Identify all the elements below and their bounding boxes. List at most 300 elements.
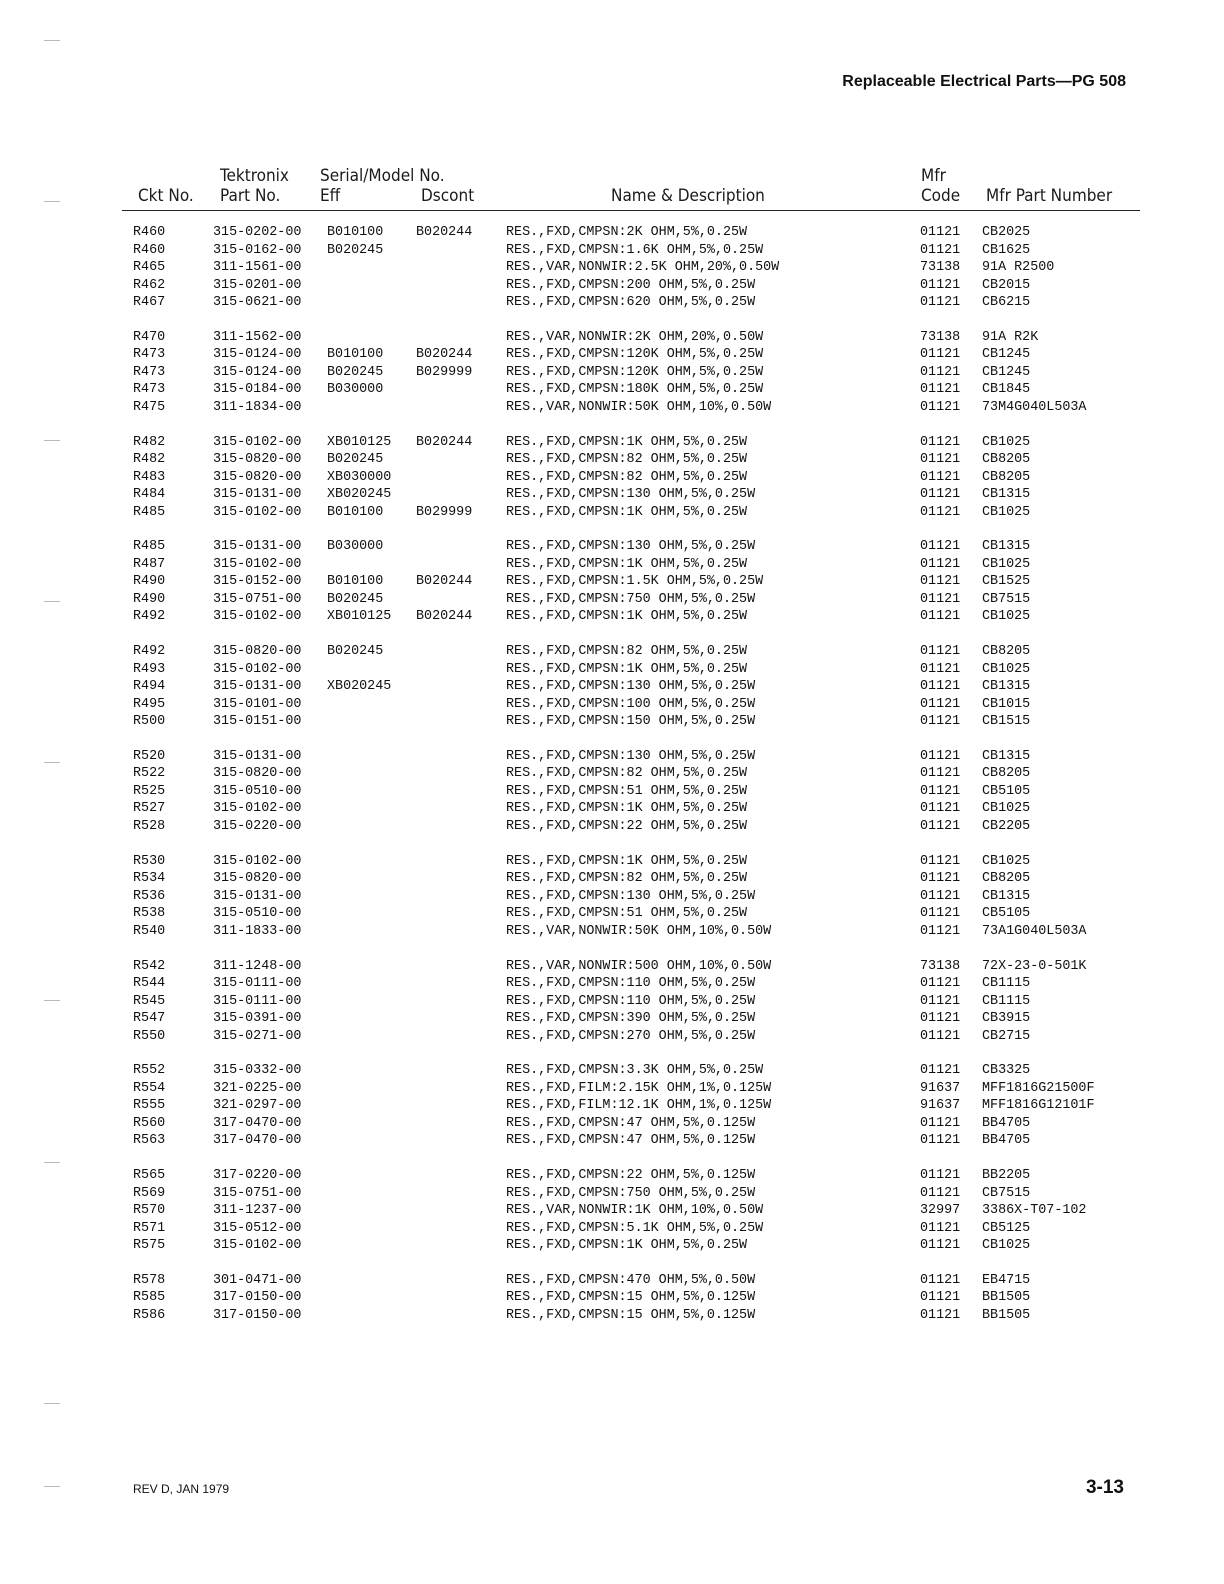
description: RES.,FXD,CMPSN:1.6K OHM,5%,0.25W xyxy=(506,242,764,258)
mfr-code: 01121 xyxy=(920,1133,961,1149)
part-no: 315-0102-00 xyxy=(213,853,302,869)
description: RES.,FXD,FILM:2.15K OHM,1%,0.125W xyxy=(506,1080,772,1096)
eff-serial: B020245 xyxy=(327,452,384,468)
mfr-part-number: CB1025 xyxy=(982,853,1031,869)
part-no: 315-0102-00 xyxy=(213,801,302,817)
table-row xyxy=(0,1203,1224,1221)
mfr-code: 01121 xyxy=(920,1063,961,1079)
mfr-part-number: CB2015 xyxy=(982,277,1031,293)
ckt-no: R542 xyxy=(133,958,166,974)
part-no: 315-0131-00 xyxy=(213,487,302,503)
mfr-part-number: CB8205 xyxy=(982,469,1031,485)
description: RES.,FXD,CMPSN:51 OHM,5%,0.25W xyxy=(506,906,748,922)
table-row xyxy=(0,1273,1224,1291)
table-row xyxy=(0,854,1224,872)
part-no: 315-0751-00 xyxy=(213,1185,302,1201)
mfr-part-number: 73M4G040L503A xyxy=(982,399,1087,415)
ckt-no: R473 xyxy=(133,382,166,398)
page-header: Replaceable Electrical Parts—PG 508 xyxy=(842,73,1126,90)
part-no: 315-0202-00 xyxy=(213,225,302,240)
part-no: 315-0111-00 xyxy=(213,993,302,1009)
ckt-no: R575 xyxy=(133,1238,166,1254)
mfr-code: 01121 xyxy=(920,871,961,887)
mfr-code: 01121 xyxy=(920,399,961,415)
table-row xyxy=(0,662,1224,680)
ckt-no: R586 xyxy=(133,1307,166,1323)
mfr-part-number: CB8205 xyxy=(982,766,1031,782)
mfr-part-number: CB1115 xyxy=(982,976,1031,992)
mfr-code: 01121 xyxy=(920,469,961,485)
header-rule xyxy=(122,210,1140,211)
mfr-part-number: 3386X-T07-102 xyxy=(982,1203,1087,1219)
mfr-part-number: CB8205 xyxy=(982,644,1031,660)
ckt-no: R475 xyxy=(133,399,166,415)
eff-serial: B020245 xyxy=(327,644,384,660)
part-group xyxy=(0,749,1224,837)
mfr-part-number: CB5105 xyxy=(982,906,1031,922)
part-no: 315-0820-00 xyxy=(213,766,302,782)
part-no: 315-0332-00 xyxy=(213,1063,302,1079)
description: RES.,FXD,CMPSN:2K OHM,5%,0.25W xyxy=(506,225,748,240)
mfr-code: 01121 xyxy=(920,504,961,520)
part-group xyxy=(0,539,1224,627)
mfr-code: 01121 xyxy=(920,539,961,555)
mfr-code: 01121 xyxy=(920,801,961,817)
description: RES.,FXD,CMPSN:100 OHM,5%,0.25W xyxy=(506,696,756,712)
mfr-part-number: CB1115 xyxy=(982,993,1031,1009)
mfr-part-number: CB1025 xyxy=(982,504,1031,520)
description: RES.,FXD,CMPSN:390 OHM,5%,0.25W xyxy=(506,1011,756,1027)
description: RES.,FXD,CMPSN:750 OHM,5%,0.25W xyxy=(506,1185,756,1201)
description: RES.,FXD,CMPSN:470 OHM,5%,0.50W xyxy=(506,1272,756,1288)
col-ckt-no: Ckt No. xyxy=(138,186,194,206)
description: RES.,FXD,CMPSN:1K OHM,5%,0.25W xyxy=(506,504,748,520)
part-no: 315-0102-00 xyxy=(213,504,302,520)
ckt-no: R560 xyxy=(133,1115,166,1131)
part-no: 315-0151-00 xyxy=(213,714,302,730)
table-row xyxy=(0,1116,1224,1134)
description: RES.,FXD,FILM:12.1K OHM,1%,0.125W xyxy=(506,1098,772,1114)
ckt-no: R555 xyxy=(133,1098,166,1114)
mfr-code: 01121 xyxy=(920,487,961,503)
margin-mark xyxy=(44,40,60,41)
table-row xyxy=(0,889,1224,907)
part-no: 317-0150-00 xyxy=(213,1290,302,1306)
table-row xyxy=(0,697,1224,715)
mfr-part-number: CB2205 xyxy=(982,818,1031,834)
dscont-serial: B020244 xyxy=(416,609,473,625)
eff-serial: B020245 xyxy=(327,242,384,258)
table-row xyxy=(0,959,1224,977)
col-name-description: Name & Description xyxy=(611,186,765,206)
mfr-part-number: CB5105 xyxy=(982,783,1031,799)
dscont-serial: B029999 xyxy=(416,364,473,380)
part-no: 315-0271-00 xyxy=(213,1028,302,1044)
description: RES.,FXD,CMPSN:1K OHM,5%,0.25W xyxy=(506,1238,748,1254)
table-row xyxy=(0,574,1224,592)
mfr-code: 01121 xyxy=(920,1028,961,1044)
margin-mark xyxy=(44,601,60,602)
table-row xyxy=(0,260,1224,278)
mfr-code: 01121 xyxy=(920,382,961,398)
mfr-code: 01121 xyxy=(920,1290,961,1306)
ckt-no: R473 xyxy=(133,364,166,380)
eff-serial: B020245 xyxy=(327,364,384,380)
description: RES.,FXD,CMPSN:47 OHM,5%,0.125W xyxy=(506,1133,756,1149)
mfr-code: 01121 xyxy=(920,1238,961,1254)
description: RES.,FXD,CMPSN:1K OHM,5%,0.25W xyxy=(506,661,748,677)
part-no: 315-0102-00 xyxy=(213,556,302,572)
table-row xyxy=(0,225,1224,243)
part-no: 315-0391-00 xyxy=(213,1011,302,1027)
part-no: 311-1561-00 xyxy=(213,260,302,275)
dscont-serial: B020244 xyxy=(416,225,473,240)
part-no: 301-0471-00 xyxy=(213,1272,302,1288)
col-serial-model: Serial/Model No. xyxy=(320,166,445,186)
mfr-code: 91637 xyxy=(920,1080,961,1096)
part-no: 315-0820-00 xyxy=(213,871,302,887)
mfr-code: 01121 xyxy=(920,1272,961,1288)
margin-mark xyxy=(44,762,60,763)
margin-mark xyxy=(44,1000,60,1001)
table-row xyxy=(0,749,1224,767)
mfr-part-number: MFF1816G12101F xyxy=(982,1098,1095,1114)
mfr-code: 01121 xyxy=(920,1185,961,1201)
mfr-part-number: CB1845 xyxy=(982,382,1031,398)
description: RES.,FXD,CMPSN:1K OHM,5%,0.25W xyxy=(506,556,748,572)
part-no: 315-0820-00 xyxy=(213,469,302,485)
mfr-code: 01121 xyxy=(920,853,961,869)
mfr-part-number: CB1315 xyxy=(982,679,1031,695)
table-row xyxy=(0,470,1224,488)
table-row xyxy=(0,1011,1224,1029)
part-no: 315-0131-00 xyxy=(213,748,302,764)
mfr-code: 01121 xyxy=(920,609,961,625)
part-no: 315-0102-00 xyxy=(213,434,302,450)
description: RES.,FXD,CMPSN:120K OHM,5%,0.25W xyxy=(506,347,764,363)
ckt-no: R570 xyxy=(133,1203,166,1219)
ckt-no: R527 xyxy=(133,801,166,817)
mfr-part-number: BB1505 xyxy=(982,1307,1031,1323)
part-no: 315-0102-00 xyxy=(213,1238,302,1254)
ckt-no: R487 xyxy=(133,556,166,572)
mfr-code: 01121 xyxy=(920,696,961,712)
table-row xyxy=(0,1063,1224,1081)
part-group xyxy=(0,225,1224,313)
ckt-no: R520 xyxy=(133,748,166,764)
mfr-part-number: CB6215 xyxy=(982,295,1031,310)
mfr-code: 32997 xyxy=(920,1203,961,1219)
ckt-no: R492 xyxy=(133,609,166,625)
ckt-no: R483 xyxy=(133,469,166,485)
part-no: 315-0102-00 xyxy=(213,609,302,625)
part-group xyxy=(0,330,1224,418)
part-no: 315-0131-00 xyxy=(213,679,302,695)
table-row xyxy=(0,1098,1224,1116)
mfr-part-number: CB1025 xyxy=(982,609,1031,625)
table-row xyxy=(0,1081,1224,1099)
col-tektronix: Tektronix xyxy=(220,166,289,186)
ckt-no: R462 xyxy=(133,277,166,293)
description: RES.,FXD,CMPSN:1K OHM,5%,0.25W xyxy=(506,609,748,625)
table-row xyxy=(0,382,1224,400)
eff-serial: B010100 xyxy=(327,225,384,240)
ckt-no: R538 xyxy=(133,906,166,922)
margin-mark xyxy=(44,1403,60,1404)
mfr-part-number: CB5125 xyxy=(982,1220,1031,1236)
description: RES.,FXD,CMPSN:82 OHM,5%,0.25W xyxy=(506,766,748,782)
mfr-code: 01121 xyxy=(920,923,961,939)
mfr-code: 01121 xyxy=(920,888,961,904)
col-mfr-part-number: Mfr Part Number xyxy=(986,186,1113,206)
description: RES.,FXD,CMPSN:270 OHM,5%,0.25W xyxy=(506,1028,756,1044)
col-code: Code xyxy=(921,186,961,206)
table-row xyxy=(0,609,1224,627)
dscont-serial: B020244 xyxy=(416,434,473,450)
mfr-part-number: CB8205 xyxy=(982,871,1031,887)
eff-serial: B030000 xyxy=(327,382,384,398)
eff-serial: B010100 xyxy=(327,574,384,590)
mfr-part-number: MFF1816G21500F xyxy=(982,1080,1095,1096)
dscont-serial: B020244 xyxy=(416,347,473,363)
part-no: 315-0751-00 xyxy=(213,591,302,607)
mfr-code: 01121 xyxy=(920,1115,961,1131)
description: RES.,FXD,CMPSN:110 OHM,5%,0.25W xyxy=(506,993,756,1009)
part-no: 311-1248-00 xyxy=(213,958,302,974)
col-dscont: Dscont xyxy=(421,186,475,206)
part-no: 317-0470-00 xyxy=(213,1115,302,1131)
description: RES.,FXD,CMPSN:130 OHM,5%,0.25W xyxy=(506,748,756,764)
mfr-part-number: CB1315 xyxy=(982,487,1031,503)
part-group xyxy=(0,959,1224,1047)
table-row xyxy=(0,487,1224,505)
mfr-code: 01121 xyxy=(920,679,961,695)
part-no: 315-0102-00 xyxy=(213,661,302,677)
mfr-part-number: CB3915 xyxy=(982,1011,1031,1027)
table-row xyxy=(0,976,1224,994)
table-row xyxy=(0,784,1224,802)
description: RES.,FXD,CMPSN:5.1K OHM,5%,0.25W xyxy=(506,1220,764,1236)
description: RES.,FXD,CMPSN:620 OHM,5%,0.25W xyxy=(506,295,756,310)
description: RES.,FXD,CMPSN:15 OHM,5%,0.125W xyxy=(506,1290,756,1306)
mfr-part-number: CB2715 xyxy=(982,1028,1031,1044)
ckt-no: R500 xyxy=(133,714,166,730)
description: RES.,FXD,CMPSN:1.5K OHM,5%,0.25W xyxy=(506,574,764,590)
part-group xyxy=(0,644,1224,732)
table-row xyxy=(0,539,1224,557)
margin-mark xyxy=(44,440,60,441)
mfr-part-number: BB2205 xyxy=(982,1168,1031,1184)
ckt-no: R460 xyxy=(133,242,166,258)
description: RES.,FXD,CMPSN:82 OHM,5%,0.25W xyxy=(506,871,748,887)
mfr-part-number: CB1245 xyxy=(982,364,1031,380)
part-group xyxy=(0,1168,1224,1256)
table-row xyxy=(0,330,1224,348)
part-group xyxy=(0,435,1224,523)
margin-mark xyxy=(44,1162,60,1163)
mfr-part-number: CB3325 xyxy=(982,1063,1031,1079)
description: RES.,FXD,CMPSN:200 OHM,5%,0.25W xyxy=(506,277,756,293)
mfr-code: 73138 xyxy=(920,958,961,974)
eff-serial: B030000 xyxy=(327,539,384,555)
table-row xyxy=(0,592,1224,610)
revision-footer: REV D, JAN 1979 xyxy=(133,1482,230,1496)
table-row xyxy=(0,714,1224,732)
description: RES.,VAR,NONWIR:2.5K OHM,20%,0.50W xyxy=(506,260,780,275)
description: RES.,FXD,CMPSN:150 OHM,5%,0.25W xyxy=(506,714,756,730)
mfr-code: 01121 xyxy=(920,347,961,363)
part-group xyxy=(0,1063,1224,1151)
description: RES.,FXD,CMPSN:15 OHM,5%,0.125W xyxy=(506,1307,756,1323)
eff-serial: B010100 xyxy=(327,504,384,520)
eff-serial: XB020245 xyxy=(327,487,392,503)
mfr-code: 01121 xyxy=(920,783,961,799)
mfr-part-number: BB4705 xyxy=(982,1133,1031,1149)
table-row xyxy=(0,766,1224,784)
description: RES.,VAR,NONWIR:500 OHM,10%,0.50W xyxy=(506,958,772,974)
table-row xyxy=(0,1238,1224,1256)
description: RES.,VAR,NONWIR:50K OHM,10%,0.50W xyxy=(506,399,772,415)
col-mfr: Mfr xyxy=(921,166,946,186)
eff-serial: XB010125 xyxy=(327,609,392,625)
table-row xyxy=(0,278,1224,296)
mfr-part-number: CB1025 xyxy=(982,434,1031,450)
eff-serial: XB030000 xyxy=(327,469,392,485)
part-no: 315-0820-00 xyxy=(213,452,302,468)
mfr-code: 01121 xyxy=(920,714,961,730)
part-no: 315-0220-00 xyxy=(213,818,302,834)
description: RES.,FXD,CMPSN:3.3K OHM,5%,0.25W xyxy=(506,1063,764,1079)
part-no: 315-0820-00 xyxy=(213,644,302,660)
ckt-no: R565 xyxy=(133,1168,166,1184)
parts-table xyxy=(0,225,1224,1343)
part-no: 315-0101-00 xyxy=(213,696,302,712)
description: RES.,FXD,CMPSN:22 OHM,5%,0.125W xyxy=(506,1168,756,1184)
description: RES.,FXD,CMPSN:1K OHM,5%,0.25W xyxy=(506,853,748,869)
ckt-no: R493 xyxy=(133,661,166,677)
ckt-no: R550 xyxy=(133,1028,166,1044)
mfr-code: 01121 xyxy=(920,1307,961,1323)
description: RES.,FXD,CMPSN:47 OHM,5%,0.125W xyxy=(506,1115,756,1131)
page-number: 3-13 xyxy=(1085,1477,1124,1498)
mfr-code: 01121 xyxy=(920,452,961,468)
part-no: 315-0131-00 xyxy=(213,539,302,555)
margin-mark xyxy=(44,1486,60,1487)
description: RES.,FXD,CMPSN:130 OHM,5%,0.25W xyxy=(506,539,756,555)
mfr-part-number: 73A1G040L503A xyxy=(982,923,1087,939)
mfr-code: 01121 xyxy=(920,434,961,450)
mfr-part-number: CB7515 xyxy=(982,1185,1031,1201)
part-no: 315-0111-00 xyxy=(213,976,302,992)
mfr-part-number: CB2025 xyxy=(982,225,1031,240)
mfr-part-number: CB1515 xyxy=(982,714,1031,730)
ckt-no: R495 xyxy=(133,696,166,712)
part-no: 315-0512-00 xyxy=(213,1220,302,1236)
ckt-no: R494 xyxy=(133,679,166,695)
mfr-code: 01121 xyxy=(920,1220,961,1236)
ckt-no: R492 xyxy=(133,644,166,660)
description: RES.,FXD,CMPSN:750 OHM,5%,0.25W xyxy=(506,591,756,607)
col-eff: Eff xyxy=(320,186,341,206)
part-no: 317-0150-00 xyxy=(213,1307,302,1323)
mfr-part-number: CB1315 xyxy=(982,888,1031,904)
ckt-no: R482 xyxy=(133,452,166,468)
part-no: 315-0184-00 xyxy=(213,382,302,398)
part-no: 315-0201-00 xyxy=(213,277,302,293)
ckt-no: R540 xyxy=(133,923,166,939)
mfr-part-number: CB1315 xyxy=(982,539,1031,555)
mfr-part-number: CB1025 xyxy=(982,801,1031,817)
table-row xyxy=(0,505,1224,523)
mfr-code: 01121 xyxy=(920,993,961,1009)
mfr-code: 73138 xyxy=(920,260,961,275)
table-row xyxy=(0,1221,1224,1239)
ckt-no: R552 xyxy=(133,1063,166,1079)
part-no: 317-0470-00 xyxy=(213,1133,302,1149)
mfr-part-number: CB1245 xyxy=(982,347,1031,363)
description: RES.,FXD,CMPSN:130 OHM,5%,0.25W xyxy=(506,679,756,695)
col-part-no: Part No. xyxy=(220,186,281,206)
ckt-no: R563 xyxy=(133,1133,166,1149)
table-row xyxy=(0,871,1224,889)
description: RES.,FXD,CMPSN:22 OHM,5%,0.25W xyxy=(506,818,748,834)
mfr-code: 01121 xyxy=(920,1011,961,1027)
table-row xyxy=(0,243,1224,261)
mfr-code: 91637 xyxy=(920,1098,961,1114)
table-row xyxy=(0,906,1224,924)
mfr-part-number: CB1025 xyxy=(982,661,1031,677)
mfr-part-number: CB1025 xyxy=(982,556,1031,572)
ckt-no: R460 xyxy=(133,225,166,240)
mfr-part-number: CB1625 xyxy=(982,242,1031,258)
eff-serial: XB010125 xyxy=(327,434,392,450)
description: RES.,FXD,CMPSN:82 OHM,5%,0.25W xyxy=(506,644,748,660)
mfr-code: 01121 xyxy=(920,906,961,922)
eff-serial: XB020245 xyxy=(327,679,392,695)
ckt-no: R482 xyxy=(133,434,166,450)
dscont-serial: B029999 xyxy=(416,504,473,520)
description: RES.,FXD,CMPSN:1K OHM,5%,0.25W xyxy=(506,801,748,817)
ckt-no: R547 xyxy=(133,1011,166,1027)
mfr-code: 01121 xyxy=(920,277,961,293)
mfr-part-number: CB7515 xyxy=(982,591,1031,607)
description: RES.,FXD,CMPSN:82 OHM,5%,0.25W xyxy=(506,452,748,468)
table-row xyxy=(0,435,1224,453)
part-no: 315-0621-00 xyxy=(213,295,302,310)
part-no: 315-0510-00 xyxy=(213,783,302,799)
part-group xyxy=(0,1273,1224,1326)
mfr-code: 01121 xyxy=(920,591,961,607)
table-row xyxy=(0,924,1224,942)
description: RES.,FXD,CMPSN:51 OHM,5%,0.25W xyxy=(506,783,748,799)
table-row xyxy=(0,1133,1224,1151)
ckt-no: R522 xyxy=(133,766,166,782)
mfr-code: 01121 xyxy=(920,225,961,240)
mfr-part-number: 91A R2K xyxy=(982,329,1039,345)
mfr-code: 01121 xyxy=(920,766,961,782)
part-no: 315-0124-00 xyxy=(213,364,302,380)
ckt-no: R525 xyxy=(133,783,166,799)
description: RES.,VAR,NONWIR:1K OHM,10%,0.50W xyxy=(506,1203,764,1219)
table-row xyxy=(0,644,1224,662)
ckt-no: R545 xyxy=(133,993,166,1009)
ckt-no: R528 xyxy=(133,818,166,834)
mfr-part-number: 91A R2500 xyxy=(982,260,1055,275)
part-no: 311-1833-00 xyxy=(213,923,302,939)
mfr-code: 01121 xyxy=(920,976,961,992)
eff-serial: B010100 xyxy=(327,347,384,363)
mfr-code: 01121 xyxy=(920,644,961,660)
